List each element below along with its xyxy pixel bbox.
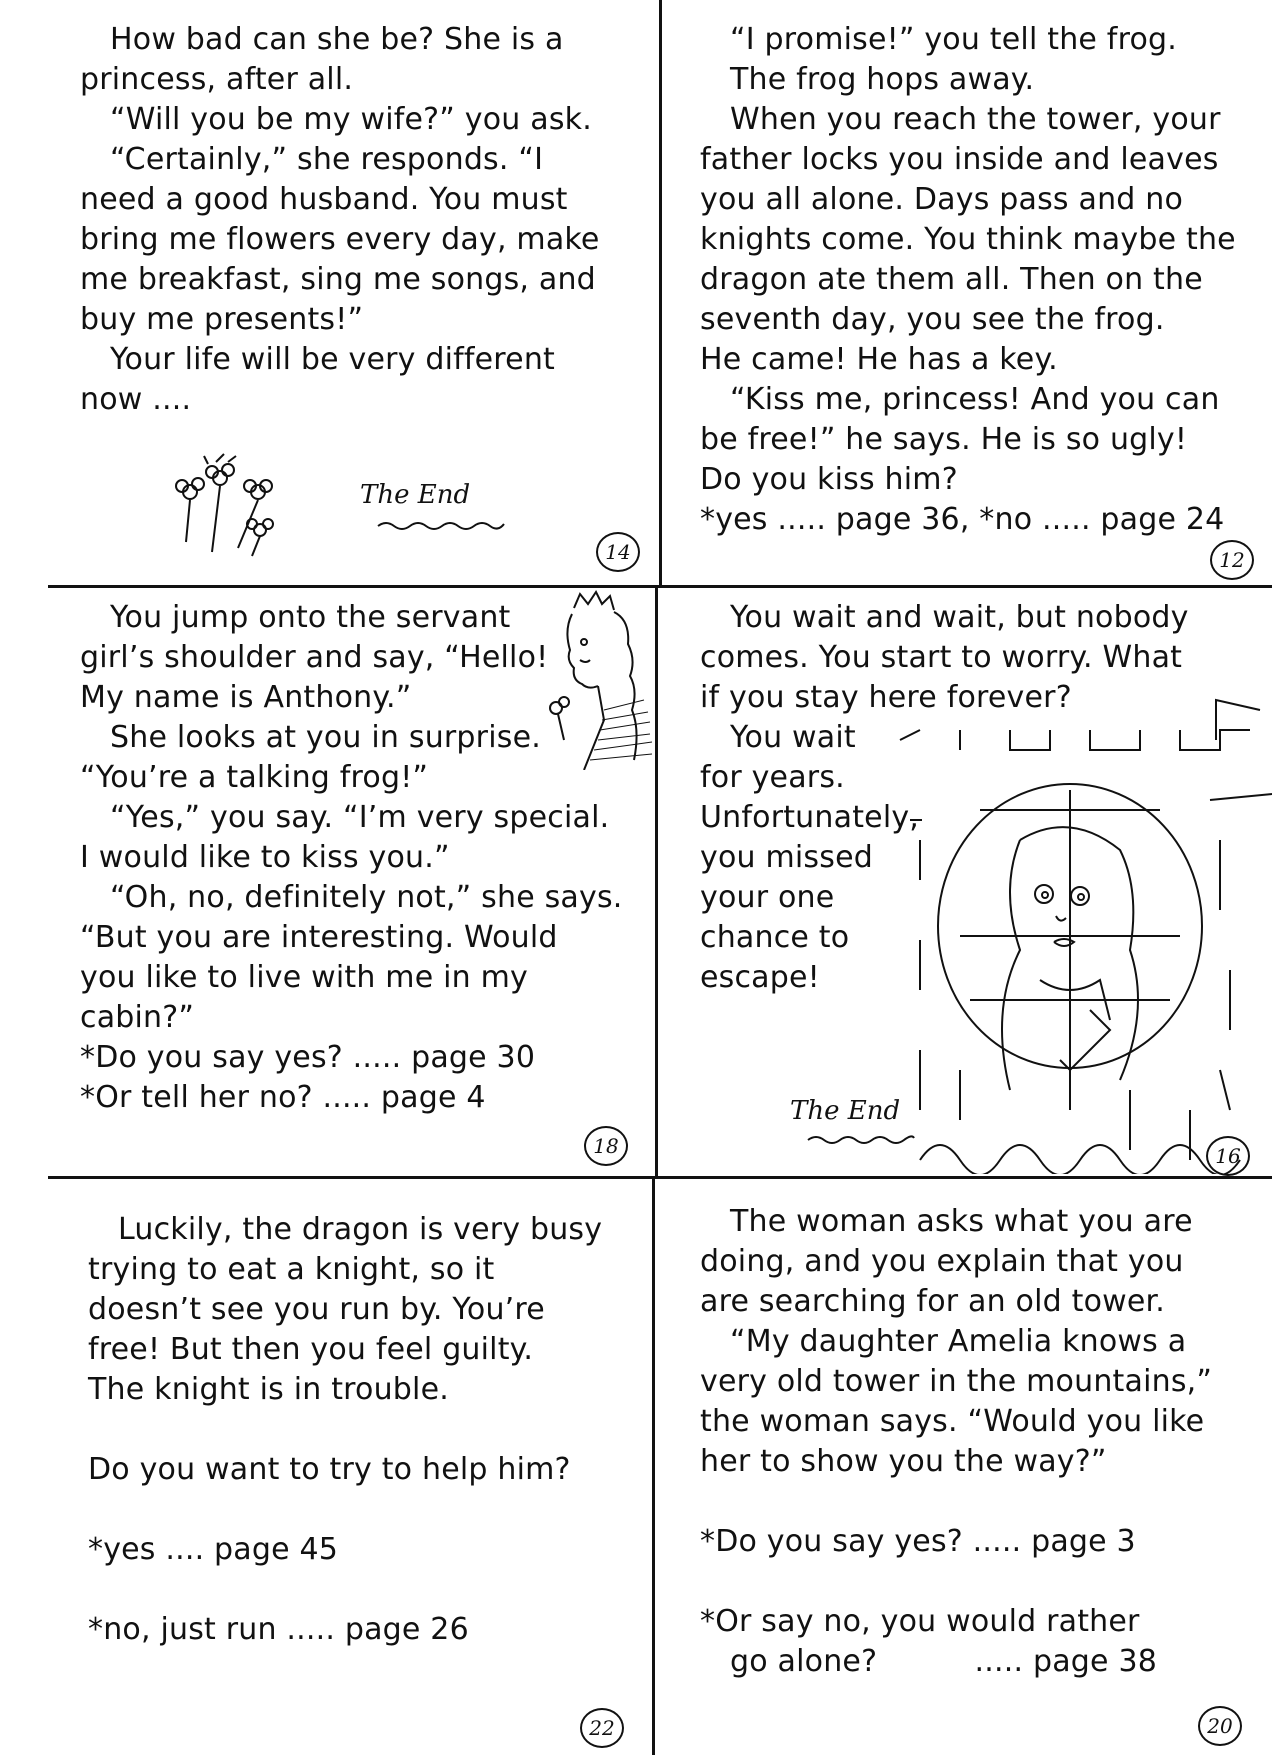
text-line: comes. You start to worry. What bbox=[700, 640, 1183, 675]
center-divider-top bbox=[659, 0, 662, 588]
text-line: How bad can she be? She is a bbox=[110, 22, 564, 57]
page-number-18: 18 bbox=[584, 1126, 628, 1166]
the-end-squiggle bbox=[376, 518, 506, 532]
text-line: The frog hops away. bbox=[730, 62, 1035, 97]
text-line: “But you are interesting. Would bbox=[80, 920, 558, 955]
text-line: The woman asks what you are bbox=[730, 1204, 1193, 1239]
page-number-20: 20 bbox=[1198, 1706, 1242, 1746]
page-number-22: 22 bbox=[580, 1708, 624, 1748]
page-number-12: 12 bbox=[1210, 540, 1254, 580]
text-line: bring me flowers every day, make bbox=[80, 222, 600, 257]
text-line: *no, just run ..... page 26 bbox=[88, 1612, 469, 1647]
tower-princess-drawing bbox=[880, 690, 1272, 1174]
text-line: doesn’t see you run by. You’re bbox=[88, 1292, 545, 1327]
text-line: cabin?” bbox=[80, 1000, 195, 1035]
text-line: “You’re a talking frog!” bbox=[80, 760, 429, 795]
text-line: The knight is in trouble. bbox=[88, 1372, 449, 1407]
page-number-14: 14 bbox=[596, 532, 640, 572]
story-panel-22 bbox=[88, 1210, 648, 1650]
text-line: trying to eat a knight, so it bbox=[88, 1252, 495, 1287]
text-line: free! But then you feel guilty. bbox=[88, 1332, 534, 1367]
text-line: her to show you the way?” bbox=[700, 1444, 1107, 1479]
spacer bbox=[700, 1482, 1272, 1522]
servant-girl-drawing bbox=[544, 590, 656, 770]
text-line: When you reach the tower, your bbox=[730, 102, 1221, 137]
text-line: Your life will be very different bbox=[110, 342, 556, 377]
text-line: chance to bbox=[700, 920, 850, 955]
page-number-16: 16 bbox=[1206, 1136, 1250, 1176]
text-line: Do you kiss him? bbox=[700, 462, 958, 497]
text-line: for years. bbox=[700, 760, 845, 795]
text-line: knights come. You think maybe the bbox=[700, 222, 1236, 257]
text-line: “Yes,” you say. “I’m very special. bbox=[110, 800, 610, 835]
row-divider-2 bbox=[48, 1176, 1272, 1179]
text-line: My name is Anthony.” bbox=[80, 680, 412, 715]
text-line: buy me presents!” bbox=[80, 302, 364, 337]
text-line: *yes ..... page 36, *no ..... page 24 bbox=[700, 502, 1225, 537]
text-line: “Kiss me, princess! And you can bbox=[730, 382, 1220, 417]
text-line: me breakfast, sing me songs, and bbox=[80, 262, 596, 297]
text-line: go alone? ..... page 38 bbox=[730, 1644, 1158, 1679]
center-divider-bottom bbox=[652, 1178, 655, 1755]
the-end-label: The End bbox=[360, 480, 471, 510]
the-end-label: The End bbox=[790, 1096, 901, 1126]
text-line: dragon ate them all. Then on the bbox=[700, 262, 1203, 297]
story-panel-14 bbox=[80, 20, 650, 420]
text-line: if you stay here forever? bbox=[700, 680, 1072, 715]
text-line: girl’s shoulder and say, “Hello! bbox=[80, 640, 549, 675]
row-divider-1 bbox=[48, 585, 1272, 588]
text-line: be free!” he says. He is so ugly! bbox=[700, 422, 1188, 457]
story-panel-20 bbox=[700, 1202, 1272, 1682]
text-line: I would like to kiss you.” bbox=[80, 840, 450, 875]
text-line: *Or say no, you would rather bbox=[700, 1604, 1140, 1639]
text-line: “Will you be my wife?” you ask. bbox=[110, 102, 592, 137]
text-line: *Do you say yes? ..... page 3 bbox=[700, 1524, 1136, 1559]
spacer bbox=[88, 1490, 648, 1530]
text-line: Luckily, the dragon is very busy bbox=[118, 1212, 603, 1247]
text-line: doing, and you explain that you bbox=[700, 1244, 1184, 1279]
text-line: seventh day, you see the frog. bbox=[700, 302, 1165, 337]
text-line: very old tower in the mountains,” bbox=[700, 1364, 1213, 1399]
text-line: Do you want to try to help him? bbox=[88, 1452, 571, 1487]
spacer bbox=[88, 1570, 648, 1610]
spacer bbox=[88, 1410, 648, 1450]
text-line: You wait bbox=[730, 720, 856, 755]
text-line: You jump onto the servant bbox=[110, 600, 511, 635]
story-panel-12 bbox=[700, 20, 1272, 540]
text-line: the woman says. “Would you like bbox=[700, 1404, 1205, 1439]
text-line: escape! bbox=[700, 960, 820, 995]
text-line: He came! He has a key. bbox=[700, 342, 1058, 377]
spacer bbox=[700, 1562, 1272, 1602]
text-line: need a good husband. You must bbox=[80, 182, 568, 217]
text-line: father locks you inside and leaves bbox=[700, 142, 1219, 177]
text-line: princess, after all. bbox=[80, 62, 354, 97]
text-line: She looks at you in surprise. bbox=[110, 720, 541, 755]
the-end-squiggle bbox=[806, 1132, 916, 1146]
text-line: “Oh, no, definitely not,” she says. bbox=[110, 880, 623, 915]
text-line: you all alone. Days pass and no bbox=[700, 182, 1184, 217]
text-line: “My daughter Amelia knows a bbox=[730, 1324, 1187, 1359]
text-line: are searching for an old tower. bbox=[700, 1284, 1166, 1319]
text-line: *yes .... page 45 bbox=[88, 1532, 339, 1567]
text-line: you like to live with me in my bbox=[80, 960, 528, 995]
text-line: your one bbox=[700, 880, 835, 915]
text-line: *Do you say yes? ..... page 30 bbox=[80, 1040, 536, 1075]
text-line: You wait and wait, but nobody bbox=[730, 600, 1189, 635]
text-line: Unfortunately, bbox=[700, 800, 920, 835]
text-line: you missed bbox=[700, 840, 873, 875]
text-line: now .... bbox=[80, 382, 192, 417]
text-line: “I promise!” you tell the frog. bbox=[730, 22, 1177, 57]
flowers-drawing bbox=[168, 452, 288, 562]
text-line: *Or tell her no? ..... page 4 bbox=[80, 1080, 486, 1115]
text-line: “Certainly,” she responds. “I bbox=[110, 142, 544, 177]
